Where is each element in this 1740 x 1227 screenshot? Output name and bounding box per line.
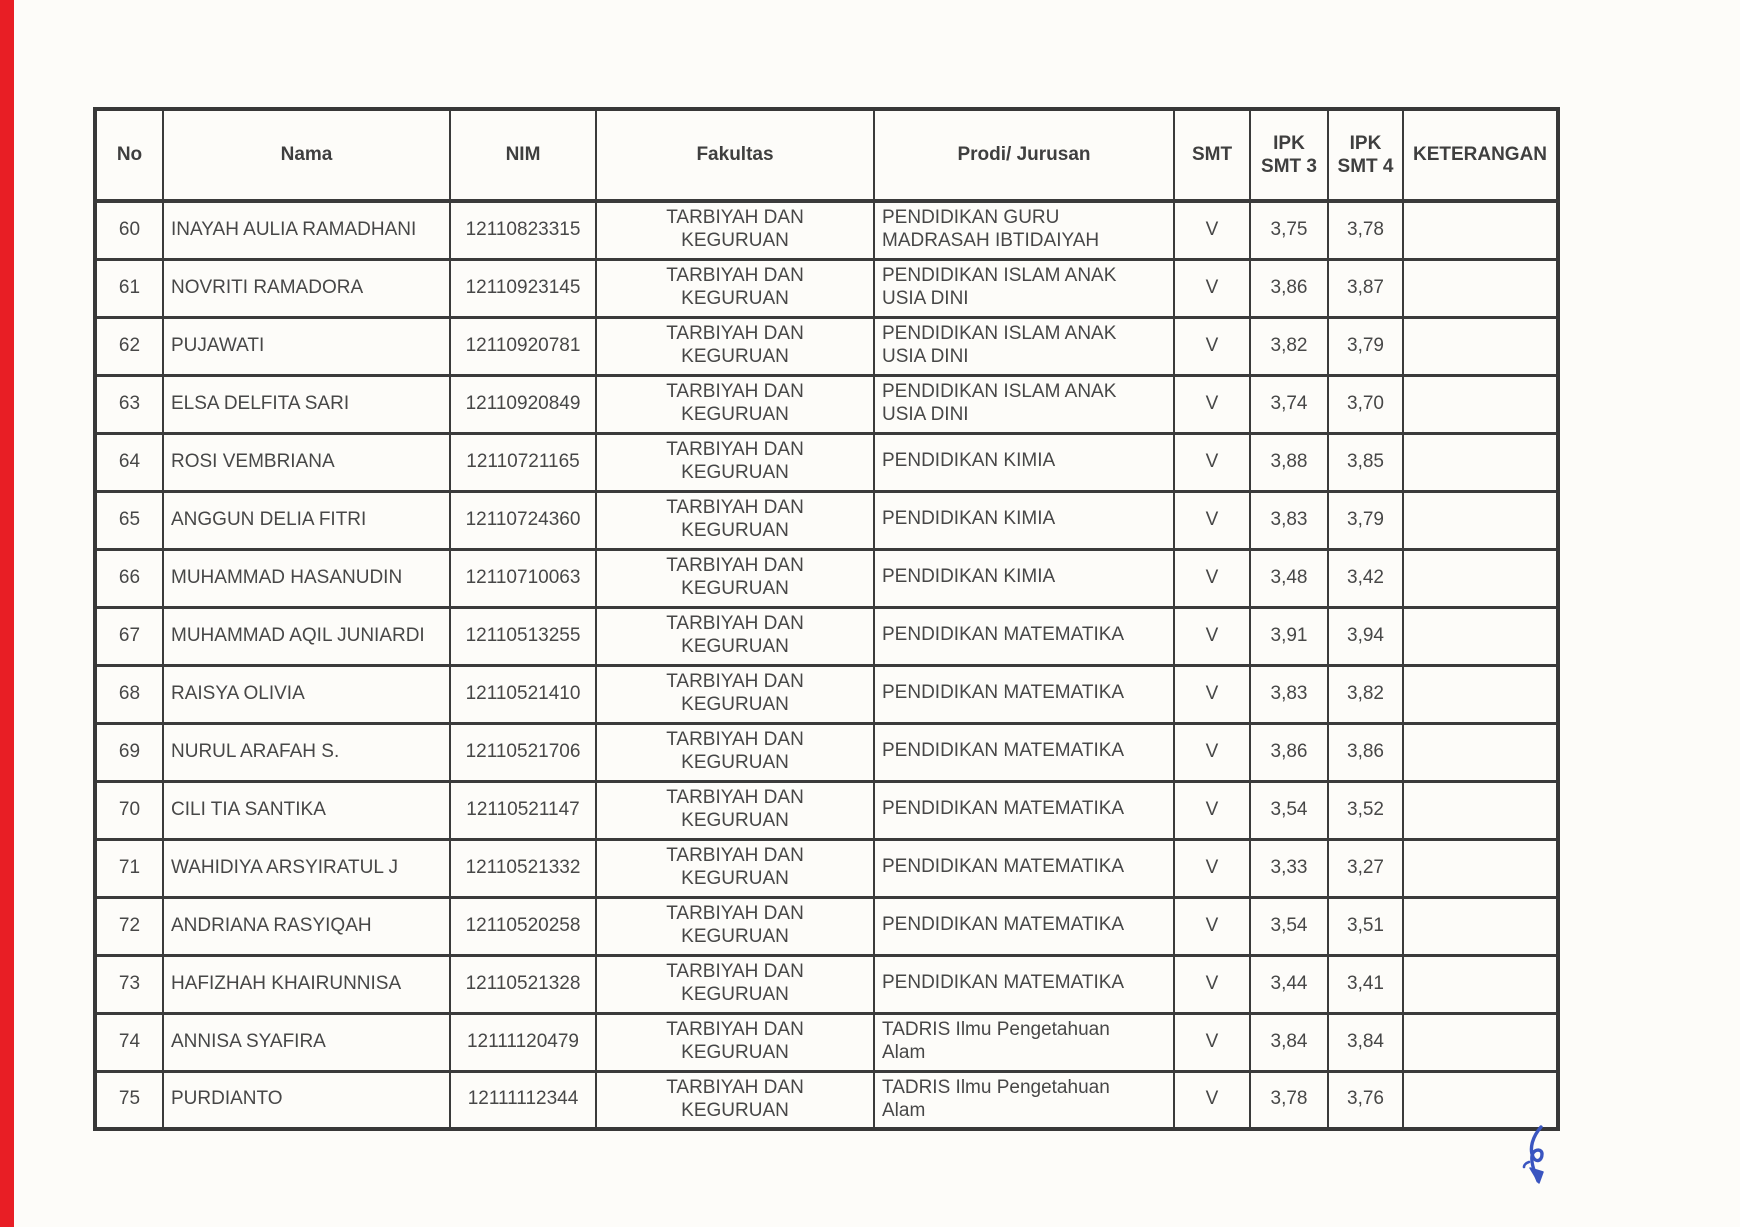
cell-fakultas — [596, 607, 874, 665]
cell-ipk-smt4: 3,27 — [1328, 839, 1403, 897]
cell-smt: V — [1174, 259, 1250, 317]
cell-smt: V — [1174, 723, 1250, 781]
cell-ipk-smt3: 3,48 — [1250, 549, 1328, 607]
cell-ipk-smt3: 3,78 — [1250, 1071, 1328, 1129]
cell-smt: V — [1174, 607, 1250, 665]
cell-nim: 12110521332 — [450, 839, 596, 897]
cell-fakultas — [596, 897, 874, 955]
cell-text: PENDIDIKAN MATEMATIKA — [882, 624, 1125, 646]
cell-prodi — [874, 723, 1174, 781]
table-row — [95, 607, 1558, 665]
cell-fakultas — [596, 723, 874, 781]
cell-ipk-smt4: 3,79 — [1328, 317, 1403, 375]
cell-nim: 12110724360 — [450, 491, 596, 549]
cell-nama: ELSA DELFITA SARI — [163, 375, 450, 433]
cell-ipk-smt3: 3,44 — [1250, 955, 1328, 1013]
cell-nama: NOVRITI RAMADORA — [163, 259, 450, 317]
cell-smt: V — [1174, 1071, 1250, 1129]
pen-mark — [1516, 1124, 1554, 1190]
cell-nim: 12110710063 — [450, 549, 596, 607]
cell-ipk-smt4: 3,86 — [1328, 723, 1403, 781]
cell-text: PENDIDIKAN MATEMATIKA — [882, 740, 1125, 762]
scan-edge-artifact — [0, 0, 14, 1227]
table-row — [95, 433, 1558, 491]
cell-prodi — [874, 955, 1174, 1013]
cell-prodi — [874, 549, 1174, 607]
cell-keterangan — [1403, 665, 1558, 723]
table-row — [95, 317, 1558, 375]
cell-nim: 12110513255 — [450, 607, 596, 665]
cell-ipk-smt3: 3,54 — [1250, 781, 1328, 839]
cell-text: PENDIDIKAN MATEMATIKA — [882, 682, 1125, 704]
cell-text: TARBIYAH DAN KEGURUAN — [666, 729, 804, 773]
cell-ipk-smt4: 3,84 — [1328, 1013, 1403, 1071]
cell-nama: ANGGUN DELIA FITRI — [163, 491, 450, 549]
cell-ipk-smt3: 3,33 — [1250, 839, 1328, 897]
table-row — [95, 897, 1558, 955]
cell-smt: V — [1174, 491, 1250, 549]
cell-nim: 12110520258 — [450, 897, 596, 955]
cell-ipk-smt3: 3,83 — [1250, 491, 1328, 549]
cell-no: 74 — [95, 1013, 163, 1071]
cell-ipk-smt3: 3,86 — [1250, 723, 1328, 781]
cell-text: TARBIYAH DAN KEGURUAN — [666, 265, 804, 309]
cell-ipk-smt3: 3,54 — [1250, 897, 1328, 955]
cell-prodi — [874, 665, 1174, 723]
cell-text: PENDIDIKAN MATEMATIKA — [882, 798, 1125, 820]
cell-nama: MUHAMMAD AQIL JUNIARDI — [163, 607, 450, 665]
cell-nama: NURUL ARAFAH S. — [163, 723, 450, 781]
cell-nama: HAFIZHAH KHAIRUNNISA — [163, 955, 450, 1013]
cell-text: TARBIYAH DAN KEGURUAN — [666, 613, 804, 657]
table-body — [95, 201, 1558, 1129]
cell-keterangan — [1403, 607, 1558, 665]
cell-fakultas — [596, 317, 874, 375]
cell-text: PENDIDIKAN MATEMATIKA — [882, 914, 1125, 936]
cell-ipk-smt3: 3,88 — [1250, 433, 1328, 491]
cell-smt: V — [1174, 1013, 1250, 1071]
table-row — [95, 259, 1558, 317]
cell-text: PENDIDIKAN KIMIA — [882, 566, 1056, 588]
cell-prodi — [874, 259, 1174, 317]
cell-nama: ANDRIANA RASYIQAH — [163, 897, 450, 955]
cell-text: TARBIYAH DAN KEGURUAN — [666, 787, 804, 831]
cell-nim: 12110920849 — [450, 375, 596, 433]
cell-fakultas — [596, 549, 874, 607]
cell-ipk-smt4: 3,51 — [1328, 897, 1403, 955]
cell-text: TARBIYAH DAN KEGURUAN — [666, 845, 804, 889]
student-gpa-table — [93, 107, 1560, 1131]
cell-fakultas — [596, 781, 874, 839]
cell-keterangan — [1403, 549, 1558, 607]
cell-prodi — [874, 781, 1174, 839]
cell-no: 61 — [95, 259, 163, 317]
col-header-ipk-smt4: IPK SMT 4 — [1328, 109, 1403, 201]
cell-no: 64 — [95, 433, 163, 491]
cell-ipk-smt4: 3,41 — [1328, 955, 1403, 1013]
cell-fakultas — [596, 839, 874, 897]
cell-nama: PUJAWATI — [163, 317, 450, 375]
col-header-smt: SMT — [1174, 109, 1250, 201]
cell-no: 71 — [95, 839, 163, 897]
cell-text: PENDIDIKAN MATEMATIKA — [882, 856, 1125, 878]
cell-prodi — [874, 375, 1174, 433]
cell-nim: 12111120479 — [450, 1013, 596, 1071]
cell-smt: V — [1174, 839, 1250, 897]
cell-keterangan — [1403, 1013, 1558, 1071]
cell-keterangan — [1403, 375, 1558, 433]
col-header-no: No — [95, 109, 163, 201]
col-header-prodi: Prodi/ Jurusan — [874, 109, 1174, 201]
cell-keterangan — [1403, 317, 1558, 375]
table-row — [95, 375, 1558, 433]
cell-text: TARBIYAH DAN KEGURUAN — [666, 555, 804, 599]
cell-text: TADRIS Ilmu Pengetahuan Alam — [882, 1019, 1110, 1063]
cell-text: PENDIDIKAN GURU MADRASAH IBTIDAIYAH — [882, 207, 1100, 252]
cell-no: 70 — [95, 781, 163, 839]
cell-text: PENDIDIKAN ISLAM ANAK USIA DINI — [882, 323, 1117, 367]
cell-text: TADRIS Ilmu Pengetahuan Alam — [882, 1076, 1110, 1121]
cell-keterangan — [1403, 723, 1558, 781]
cell-text: TARBIYAH DAN KEGURUAN — [666, 381, 804, 425]
cell-nama: PURDIANTO — [163, 1071, 450, 1129]
cell-ipk-smt4: 3,79 — [1328, 491, 1403, 549]
cell-ipk-smt4: 3,82 — [1328, 665, 1403, 723]
table-row — [95, 1013, 1558, 1071]
table-row — [95, 201, 1558, 259]
cell-nama: WAHIDIYA ARSYIRATUL J — [163, 839, 450, 897]
cell-nama: ROSI VEMBRIANA — [163, 433, 450, 491]
cell-fakultas — [596, 259, 874, 317]
cell-keterangan — [1403, 839, 1558, 897]
cell-fakultas — [596, 665, 874, 723]
cell-ipk-smt3: 3,84 — [1250, 1013, 1328, 1071]
cell-nama: RAISYA OLIVIA — [163, 665, 450, 723]
cell-fakultas — [596, 201, 874, 259]
cell-ipk-smt4: 3,70 — [1328, 375, 1403, 433]
cell-ipk-smt4: 3,42 — [1328, 549, 1403, 607]
cell-ipk-smt4: 3,78 — [1328, 201, 1403, 259]
cell-nama: MUHAMMAD HASANUDIN — [163, 549, 450, 607]
cell-text: TARBIYAH DAN KEGURUAN — [666, 961, 804, 1005]
cell-prodi — [874, 897, 1174, 955]
table-row — [95, 549, 1558, 607]
cell-prodi — [874, 839, 1174, 897]
cell-ipk-smt3: 3,91 — [1250, 607, 1328, 665]
cell-ipk-smt4: 3,76 — [1328, 1071, 1403, 1129]
table-row — [95, 491, 1558, 549]
cell-prodi — [874, 317, 1174, 375]
cell-no: 65 — [95, 491, 163, 549]
cell-ipk-smt3: 3,74 — [1250, 375, 1328, 433]
table-row — [95, 1071, 1558, 1129]
cell-prodi — [874, 201, 1174, 259]
cell-keterangan — [1403, 781, 1558, 839]
cell-smt: V — [1174, 549, 1250, 607]
cell-nim: 12110823315 — [450, 201, 596, 259]
cell-nim: 12110923145 — [450, 259, 596, 317]
cell-no: 67 — [95, 607, 163, 665]
cell-prodi — [874, 607, 1174, 665]
cell-fakultas — [596, 375, 874, 433]
cell-text: TARBIYAH DAN KEGURUAN — [666, 497, 804, 541]
col-header-ipk-smt3: IPK SMT 3 — [1250, 109, 1328, 201]
cell-nim: 12110521706 — [450, 723, 596, 781]
cell-keterangan — [1403, 897, 1558, 955]
cell-fakultas — [596, 1071, 874, 1129]
cell-nama: ANNISA SYAFIRA — [163, 1013, 450, 1071]
cell-text: PENDIDIKAN KIMIA — [882, 450, 1056, 472]
cell-smt: V — [1174, 317, 1250, 375]
col-header-nim: NIM — [450, 109, 596, 201]
cell-nama: INAYAH AULIA RAMADHANI — [163, 201, 450, 259]
cell-ipk-smt3: 3,83 — [1250, 665, 1328, 723]
cell-keterangan — [1403, 1071, 1558, 1129]
table-row — [95, 955, 1558, 1013]
table-row — [95, 839, 1558, 897]
cell-text: TARBIYAH DAN KEGURUAN — [666, 207, 804, 252]
cell-ipk-smt4: 3,94 — [1328, 607, 1403, 665]
cell-no: 75 — [95, 1071, 163, 1129]
cell-keterangan — [1403, 433, 1558, 491]
cell-no: 60 — [95, 201, 163, 259]
cell-no: 73 — [95, 955, 163, 1013]
cell-nim: 12111112344 — [450, 1071, 596, 1129]
cell-keterangan — [1403, 955, 1558, 1013]
cell-smt: V — [1174, 375, 1250, 433]
cell-fakultas — [596, 955, 874, 1013]
cell-smt: V — [1174, 433, 1250, 491]
cell-keterangan — [1403, 259, 1558, 317]
cell-fakultas — [596, 491, 874, 549]
cell-no: 69 — [95, 723, 163, 781]
cell-nim: 12110521328 — [450, 955, 596, 1013]
cell-nama: CILI TIA SANTIKA — [163, 781, 450, 839]
table-header — [95, 109, 1558, 201]
cell-ipk-smt4: 3,52 — [1328, 781, 1403, 839]
cell-nim: 12110920781 — [450, 317, 596, 375]
cell-smt: V — [1174, 201, 1250, 259]
cell-prodi — [874, 1071, 1174, 1129]
cell-text: PENDIDIKAN KIMIA — [882, 508, 1056, 530]
table-row — [95, 723, 1558, 781]
cell-text: PENDIDIKAN ISLAM ANAK USIA DINI — [882, 265, 1117, 309]
cell-prodi — [874, 1013, 1174, 1071]
table-row — [95, 781, 1558, 839]
cell-prodi — [874, 491, 1174, 549]
cell-text: PENDIDIKAN ISLAM ANAK USIA DINI — [882, 381, 1117, 425]
table-row — [95, 665, 1558, 723]
cell-ipk-smt4: 3,85 — [1328, 433, 1403, 491]
cell-text: TARBIYAH DAN KEGURUAN — [666, 1019, 804, 1063]
cell-text: TARBIYAH DAN KEGURUAN — [666, 439, 804, 483]
cell-no: 66 — [95, 549, 163, 607]
cell-no: 68 — [95, 665, 163, 723]
cell-nim: 12110521410 — [450, 665, 596, 723]
col-header-fakultas: Fakultas — [596, 109, 874, 201]
cell-smt: V — [1174, 955, 1250, 1013]
cell-text: PENDIDIKAN MATEMATIKA — [882, 972, 1125, 994]
cell-smt: V — [1174, 897, 1250, 955]
cell-text: TARBIYAH DAN KEGURUAN — [666, 903, 804, 947]
cell-text: TARBIYAH DAN KEGURUAN — [666, 671, 804, 715]
cell-no: 63 — [95, 375, 163, 433]
cell-smt: V — [1174, 665, 1250, 723]
cell-ipk-smt3: 3,86 — [1250, 259, 1328, 317]
cell-nim: 12110521147 — [450, 781, 596, 839]
cell-keterangan — [1403, 201, 1558, 259]
cell-text: TARBIYAH DAN KEGURUAN — [666, 323, 804, 367]
cell-ipk-smt3: 3,75 — [1250, 201, 1328, 259]
cell-ipk-smt3: 3,82 — [1250, 317, 1328, 375]
header-row — [95, 109, 1558, 201]
cell-keterangan — [1403, 491, 1558, 549]
cell-ipk-smt4: 3,87 — [1328, 259, 1403, 317]
cell-fakultas — [596, 1013, 874, 1071]
col-header-keterangan: KETERANGAN — [1403, 109, 1558, 201]
cell-no: 72 — [95, 897, 163, 955]
cell-nim: 12110721165 — [450, 433, 596, 491]
cell-smt: V — [1174, 781, 1250, 839]
cell-text: TARBIYAH DAN KEGURUAN — [666, 1076, 804, 1121]
cell-no: 62 — [95, 317, 163, 375]
cell-fakultas — [596, 433, 874, 491]
cell-prodi — [874, 433, 1174, 491]
col-header-nama: Nama — [163, 109, 450, 201]
